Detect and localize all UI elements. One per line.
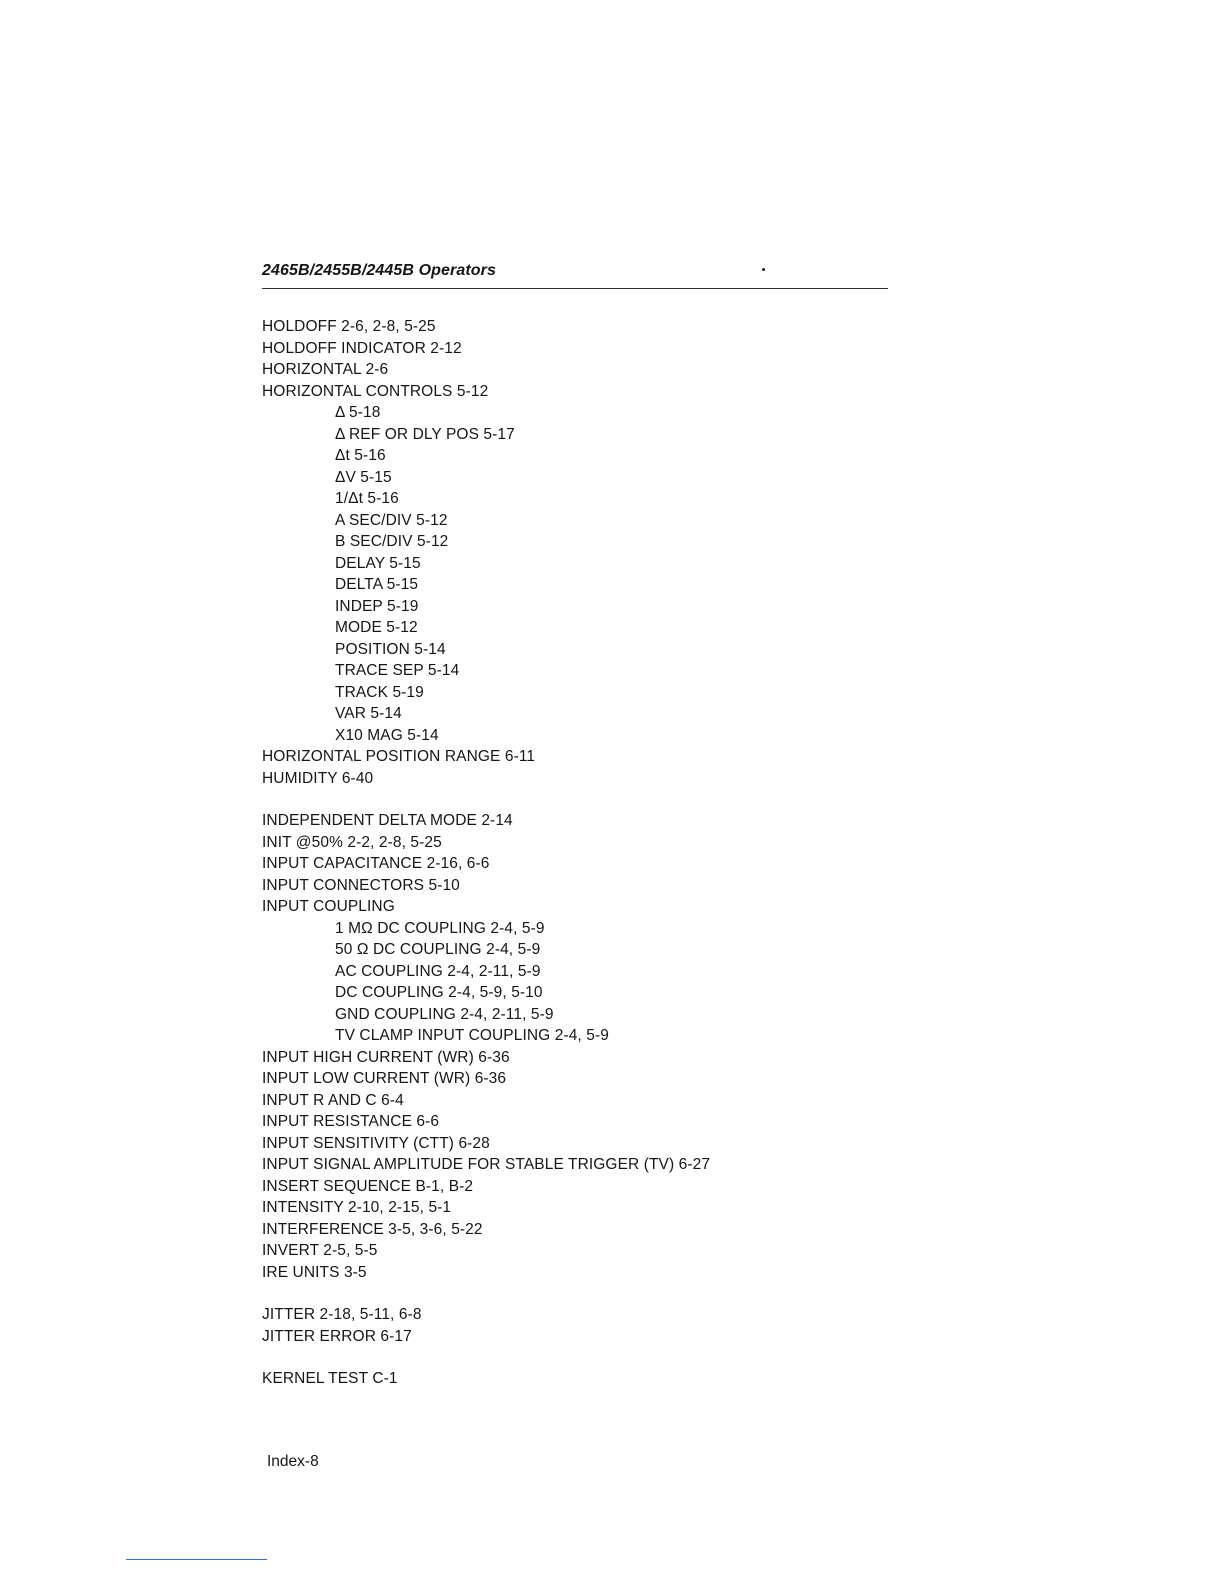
index-entry: INSERT SEQUENCE B-1, B-2: [262, 1177, 474, 1195]
index-subentry: ΔV 5-15: [335, 468, 392, 486]
index-entry: HORIZONTAL CONTROLS 5-12: [262, 382, 489, 400]
group-separator: [262, 1347, 882, 1368]
index-subentry: GND COUPLING 2-4, 2-11, 5-9: [335, 1005, 554, 1023]
index-entry: INPUT COUPLING: [262, 898, 395, 915]
index-subentry: X10 MAG 5-14: [335, 726, 439, 744]
index-subentry: TRACK 5-19: [335, 683, 424, 701]
index-subentry: POSITION 5-14: [335, 640, 446, 658]
index-entry: IRE UNITS 3-5: [262, 1263, 367, 1281]
index-subentry: AC COUPLING 2-4, 2-11, 5-9: [335, 962, 541, 980]
bottom-link-underline: [126, 1559, 267, 1560]
index-subentry: VAR 5-14: [335, 705, 402, 722]
index-entry: INPUT R AND C 6-4: [262, 1091, 404, 1109]
index-subentry: TV CLAMP INPUT COUPLING 2-4, 5-9: [335, 1027, 609, 1044]
index-entry: INTERFERENCE 3-5, 3-6, 5-22: [262, 1220, 483, 1238]
header-rule: [262, 288, 888, 289]
index-entry: HOLDOFF 2-6, 2-8, 5-25: [262, 318, 436, 335]
index-subentry: INDEP 5-19: [335, 597, 419, 615]
index-subentry: TRACE SEP 5-14: [335, 662, 460, 679]
index-entry: INVERT 2-5, 5-5: [262, 1242, 378, 1259]
index-entry: INPUT LOW CURRENT (WR) 6-36: [262, 1070, 507, 1087]
index-subentry: B SEC/DIV 5-12: [335, 533, 449, 550]
index-subentry: Δ REF OR DLY POS 5-17: [335, 425, 515, 443]
index-entry: HUMIDITY 6-40: [262, 769, 374, 787]
page-number: Index-8: [267, 1453, 319, 1470]
index-entry: HORIZONTAL POSITION RANGE 6-11: [262, 748, 536, 765]
index-entry: HOLDOFF INDICATOR 2-12: [262, 339, 462, 357]
page-header-title: 2465B/2455B/2445B Operators: [262, 262, 496, 279]
header-dot: [762, 268, 765, 271]
index-subentry: DC COUPLING 2-4, 5-9, 5-10: [335, 984, 543, 1001]
index-entry: HORIZONTAL 2-6: [262, 361, 389, 378]
group-separator: [262, 789, 882, 810]
index-subentry: DELTA 5-15: [335, 576, 419, 593]
index-entry: INPUT HIGH CURRENT (WR) 6-36: [262, 1048, 510, 1066]
group-separator: [262, 1283, 882, 1304]
index-list: [262, 316, 882, 1390]
index-entry: INTENSITY 2-10, 2-15, 5-1: [262, 1199, 452, 1216]
index-entry: INPUT CAPACITANCE 2-16, 6-6: [262, 855, 490, 872]
index-entry: INIT @50% 2-2, 2-8, 5-25: [262, 833, 442, 851]
index-entry: JITTER ERROR 6-17: [262, 1327, 412, 1345]
index-entry: KERNEL TEST C-1: [262, 1370, 398, 1387]
index-entry: INPUT RESISTANCE 6-6: [262, 1113, 440, 1130]
index-subentry: Δ 5-18: [335, 404, 381, 421]
index-entry: INPUT CONNECTORS 5-10: [262, 876, 460, 894]
index-entry: JITTER 2-18, 5-11, 6-8: [262, 1306, 422, 1323]
index-subentry: A SEC/DIV 5-12: [335, 511, 448, 529]
index-subentry: Δt 5-16: [335, 447, 386, 464]
index-entry: INPUT SENSITIVITY (CTT) 6-28: [262, 1134, 490, 1152]
index-entry: INDEPENDENT DELTA MODE 2-14: [262, 812, 513, 829]
index-subentry: 1 MΩ DC COUPLING 2-4, 5-9: [335, 919, 545, 937]
index-subentry: 1/Δt 5-16: [335, 490, 399, 507]
index-entry: INPUT SIGNAL AMPLITUDE FOR STABLE TRIGGER (TV) 6-27: [262, 1156, 711, 1173]
index-subentry: 50 Ω DC COUPLING 2-4, 5-9: [335, 941, 541, 958]
index-subentry: DELAY 5-15: [335, 554, 421, 572]
index-subentry: MODE 5-12: [335, 619, 418, 636]
